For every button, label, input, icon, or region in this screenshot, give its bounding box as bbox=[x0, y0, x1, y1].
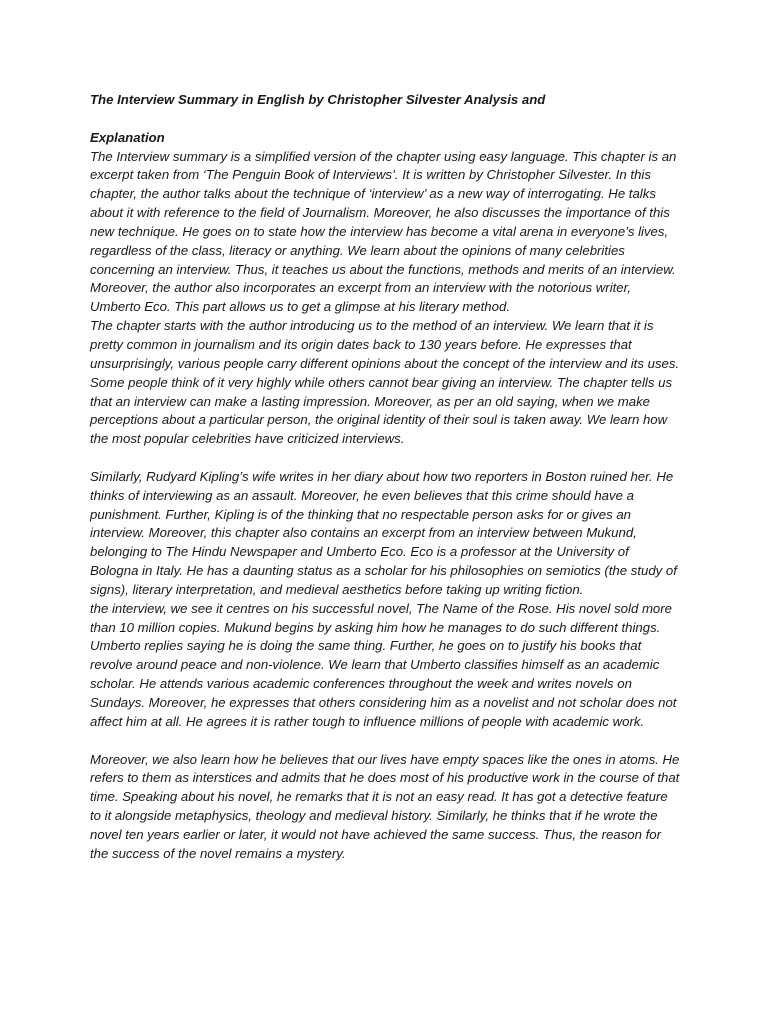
paragraph-kipling: Similarly, Rudyard Kipling’s wife writes in her diary about how two reporters in Boston ruined her. He thinks of interviewing as an assault. Moreover, he even believes that this crime should have a punishment. Further, Kipling is of the thinking that no respectable person asks for or gives an interview. Moreover, this chapter also contains an excerpt from an interview between Mukund, belonging to The Hindu Newspaper and Umberto Eco. Eco is a professor at the University of Bologna in Italy. He has a daunting status as a scholar for his philosophies on semiotics (the study of signs), literary interpretation, and medieval aesthetics before taking up writing fiction. bbox=[90, 468, 677, 597]
paragraph-interstices: Moreover, we also learn how he believes that our lives have empty spaces like the ones in atoms. He refers to them as interstices and admits that he does most of his productive work in the course of that time. Speaking about his novel, he remarks that it is not an easy read. It has got a detective feature to it alongside metaphysics, theology and medieval history. Similarly, he thinks that if he wrote the novel ten years earlier or later, it would not have achieved the same success. Thus, the reason for the success of the novel remains a mystery. bbox=[90, 751, 680, 861]
title-spacer bbox=[90, 110, 680, 129]
paragraph-chapter-start: The chapter starts with the author introducing us to the method of an interview. We learn that it is pretty common in journalism and its origin dates back to 130 years before. He expresses that unsurprisingly, various people carry different opinions about the concept of the interview and its uses. Some people think of it very highly while others cannot bear giving an interview. The chapter tells us that an interview can make a lasting impression. Moreover, as per an old saying, when we make perceptions about a particular person, the original identity of their soul is taken away. We learn how the most popular celebrities have criticized interviews. bbox=[90, 318, 680, 447]
paragraph-intro: The Interview summary is a simplified version of the chapter using easy language. This chapter is an excerpt taken from ‘The Penguin Book of Interviews’. It is written by Christopher Silvester. In this chapter, the author talks about the technique of ‘interview’ as a new way of interrogating. He talks about it with reference to the field of Journalism. Moreover, he also discusses the importance of this new technique. He goes on to state how the interview has become a vital arena in everyone’s lives, regardless of the class, literacy or anything. We learn about the opinions of many celebrities concerning an interview. Thus, it teaches us about the functions, methods and merits of an interview. Moreover, the author also incorporates an excerpt from an interview with the notorious writer, Umberto Eco. This part allows us to get a glimpse at his literary method. bbox=[90, 148, 677, 315]
document-page bbox=[90, 91, 680, 864]
paragraph-interview: the interview, we see it centres on his successful novel, The Name of the Rose. His novel sold more than 10 million copies. Mukund begins by asking him how he manages to do such different things. Umberto replies saying he is doing the same thing. Further, he goes on to justify his books that revolve around peace and non-violence. We learn that Umberto classifies himself as an academic scholar. He attends various academic conferences throughout the week and writes novels on Sundays. Moreover, he expresses that others considering him as a novelist and not scholar does not affect him at all. He agrees it is rather tough to influence millions of people with academic work. bbox=[90, 600, 677, 729]
paragraph-spacer bbox=[90, 449, 680, 468]
document-title: The Interview Summary in English by Christopher Silvester Analysis and bbox=[90, 92, 546, 107]
paragraph-spacer bbox=[90, 732, 680, 751]
document-subtitle: Explanation bbox=[90, 129, 165, 145]
